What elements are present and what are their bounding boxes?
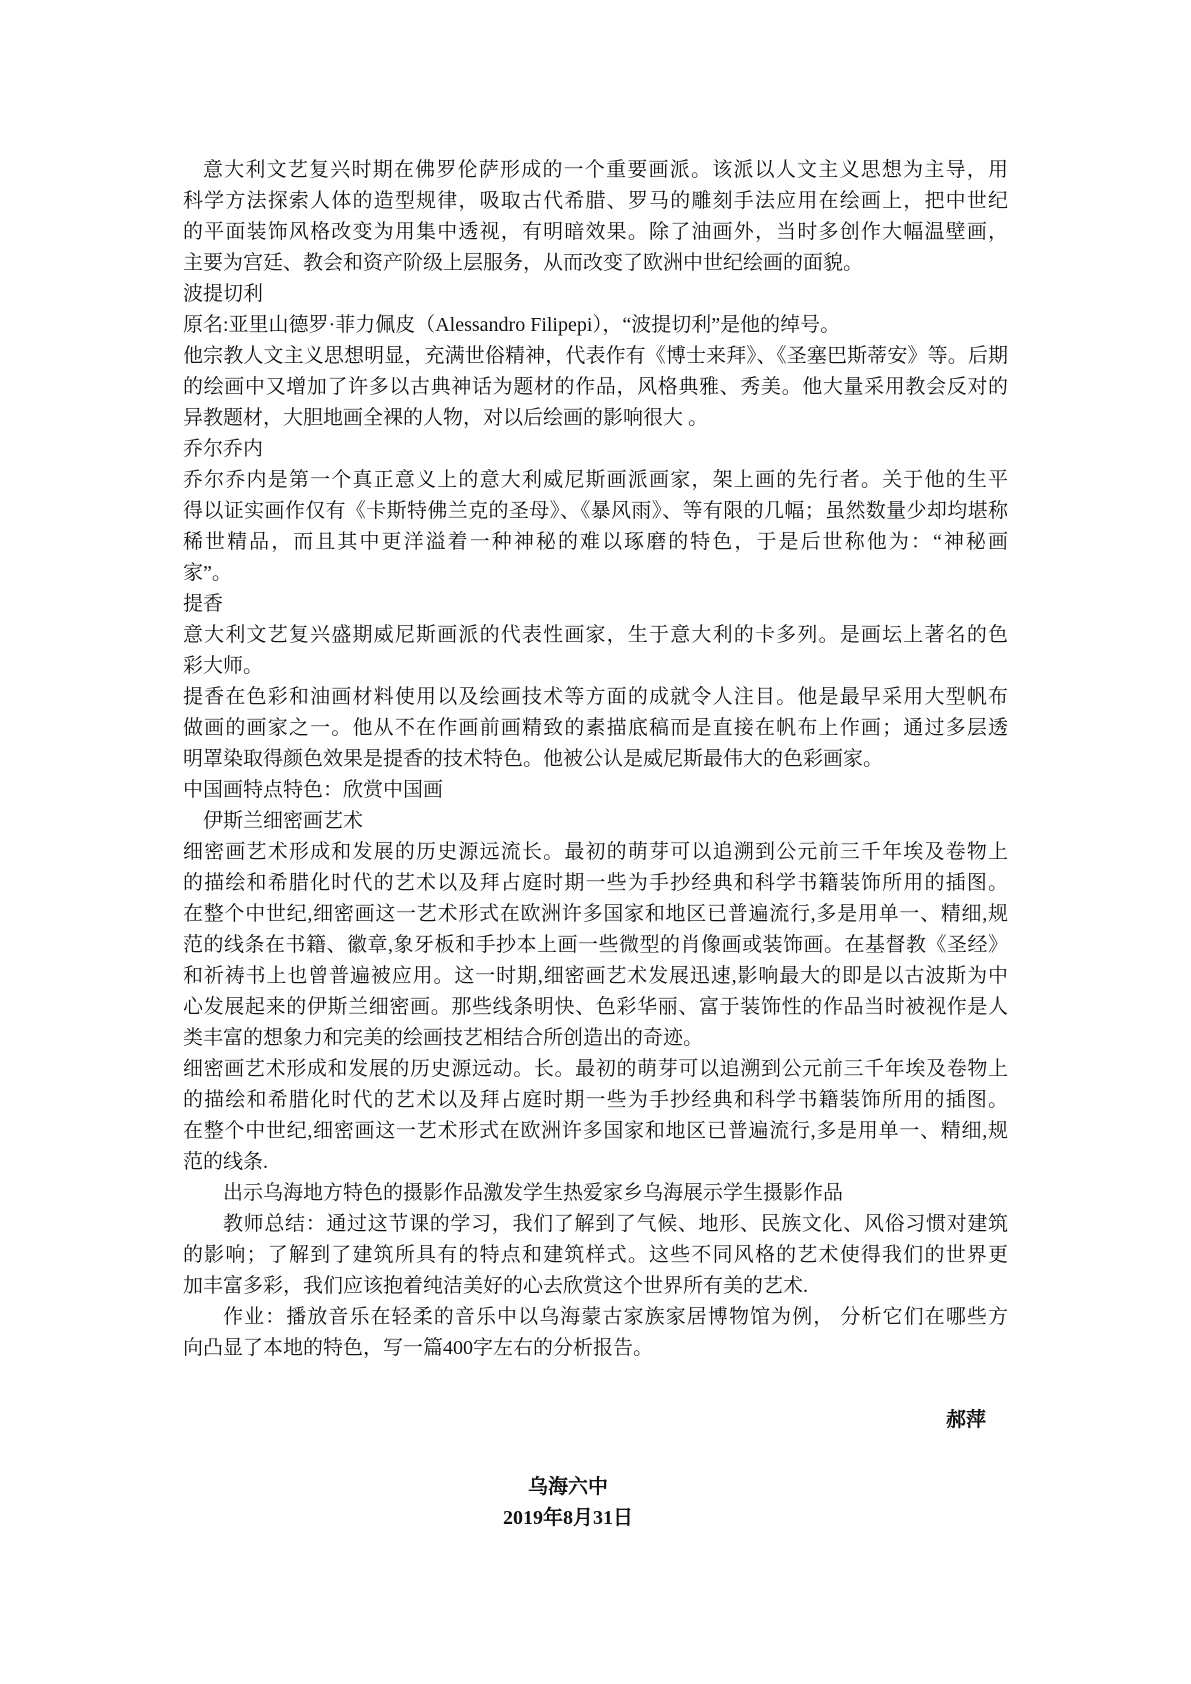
botticelli-original-name: 原名:亚里山德罗·菲力佩皮（Alessandro Filipepi），“波提切利”是他的绰号。 bbox=[183, 314, 841, 336]
titian-achievements-line: 提香在色彩和油画材料使用以及绘画技术等方面的成就令人注目。他是最早采用大型帆布 bbox=[183, 686, 1010, 708]
teacher-summary-line: 的影响；了解到了建筑所具有的特点和建筑样式。这些不同风格的艺术使得我们的世界更 bbox=[183, 1244, 1010, 1266]
homework bbox=[183, 1302, 1008, 1364]
miniature-paragraph-line: 和祈祷书上也曾普遍被应用。这一时期,细密画艺术发展迅速,影响最大的即是以古波斯为中 bbox=[183, 965, 1009, 987]
titian-heading: 提香 bbox=[183, 593, 223, 615]
miniature-paragraph-line: 的描绘和希腊化时代的艺术以及拜占庭时期一些为手抄经典和科学书籍装饰所用的插图。 bbox=[183, 872, 1010, 894]
miniature-paragraph-line: 范的线条. bbox=[183, 1151, 268, 1173]
giorgione-section bbox=[183, 434, 1011, 589]
miniature-paragraph-line: 在整个中世纪,细密画这一艺术形式在欧洲许多国家和地区已普遍流行,多是用单一、精细,规 bbox=[183, 1120, 1009, 1142]
miniature-paragraph-line: 心发展起来的伊斯兰细密画。那些线条明快、色彩华丽、富于装饰性的作品当时被视作是人 bbox=[183, 996, 1009, 1018]
intro-line: 意大利文艺复兴时期在佛罗伦萨形成的一个重要画派。该派以人文主义思想为主导，用 bbox=[203, 159, 1010, 181]
document-body bbox=[183, 155, 1011, 1364]
author-signature: 郝萍 bbox=[946, 1409, 986, 1431]
miniature-paragraph-line: 范的线条在书籍、徽章,象牙板和手抄本上画一些微型的肖像画或装饰画。在基督教《圣经》 bbox=[183, 934, 1009, 956]
miniature-paragraph-line: 类丰富的想象力和完美的绘画技艺相结合所创造出的奇迹。 bbox=[183, 1027, 703, 1049]
miniature-paragraph-line: 细密画艺术形成和发展的历史源远流长。最初的萌芽可以追溯到公元前三千年埃及卷物上 bbox=[183, 841, 1010, 863]
intro-line: 主要为宫廷、教会和资产阶级上层服务，从而改变了欧洲中世纪绘画的面貌。 bbox=[183, 252, 863, 274]
chinese-painting-note: 中国画特点特色：欣赏中国画 bbox=[183, 779, 443, 801]
intro-line: 的平面装饰风格改变为用集中透视，有明暗效果。除了油画外，当时多创作大幅温壁画， bbox=[183, 221, 1010, 243]
school-name: 乌海六中 bbox=[528, 1476, 608, 1498]
botticelli-section bbox=[183, 279, 1008, 434]
teacher-summary bbox=[183, 1209, 1008, 1302]
document-date: 2019年8月31日 bbox=[503, 1507, 633, 1529]
giorgione-description-line: 得以证实画作仅有《卡斯特佛兰克的圣母》、《暴风雨》、等有限的几幅；虽然数量少却均堪称 bbox=[183, 500, 1009, 522]
intro-line: 科学方法探索人体的造型规律，吸取古代希腊、罗马的雕刻手法应用在绘画上，把中世纪 bbox=[183, 190, 1010, 212]
miniature-paragraph-line: 细密画艺术形成和发展的历史源远动。长。最初的萌芽可以追溯到公元前三千年埃及卷物上 bbox=[183, 1058, 1009, 1080]
titian-intro-line: 意大利文艺复兴盛期威尼斯画派的代表性画家，生于意大利的卡多列。是画坛上著名的色 bbox=[183, 624, 1010, 646]
islamic-miniature-section bbox=[183, 806, 1008, 1178]
giorgione-heading: 乔尔乔内 bbox=[183, 438, 263, 460]
botticelli-description-line: 异教题材，大胆地画全裸的人物，对以后绘画的影响很大 。 bbox=[183, 407, 708, 429]
florentine-school-intro bbox=[183, 155, 1008, 279]
miniature-paragraph-line: 的描绘和希腊化时代的艺术以及拜占庭时期一些为手抄经典和科学书籍装饰所用的插图。 bbox=[183, 1089, 1010, 1111]
teacher-summary-line: 教师总结：通过这节课的学习，我们了解到了气候、地形、民族文化、风俗习惯对建筑 bbox=[223, 1213, 1009, 1235]
giorgione-description-line: 家”。 bbox=[183, 562, 232, 584]
photography-activity: 出示乌海地方特色的摄影作品激发学生热爱家乡乌海展示学生摄影作品 bbox=[223, 1182, 843, 1204]
botticelli-description-line: 他宗教人文主义思想明显，充满世俗精神，代表作有《博士来拜》、《圣塞巴斯蒂安》等。后期 bbox=[183, 345, 1009, 367]
miniature-paragraph-line: 在整个中世纪,细密画这一艺术形式在欧洲许多国家和地区已普遍流行,多是用单一、精细,规 bbox=[183, 903, 1009, 925]
titian-achievements-line: 明罩染取得颜色效果是提香的技术特色。他被公认是威尼斯最伟大的色彩画家。 bbox=[183, 748, 883, 770]
teacher-summary-line: 加丰富多彩，我们应该抱着纯洁美好的心去欣赏这个世界所有美的艺术. bbox=[183, 1275, 808, 1297]
homework-line: 向凸显了本地的特色，写一篇400字左右的分析报告。 bbox=[183, 1337, 653, 1359]
titian-section bbox=[183, 589, 1008, 775]
titian-achievements-line: 做画的画家之一。他从不在作画前画精致的素描底稿而是直接在帆布上作画；通过多层透 bbox=[183, 717, 1010, 739]
titian-intro-line: 彩大师。 bbox=[183, 655, 263, 677]
botticelli-heading: 波提切利 bbox=[183, 283, 263, 305]
botticelli-description-line: 的绘画中又增加了许多以古典神话为题材的作品，风格典雅、秀美。他大量采用教会反对的 bbox=[183, 376, 1009, 398]
homework-line: 作业：播放音乐在轻柔的音乐中以乌海蒙古家族家居博物馆为例， 分析它们在哪些方 bbox=[223, 1306, 1010, 1328]
islamic-miniature-heading: 伊斯兰细密画艺术 bbox=[203, 810, 363, 832]
giorgione-description-line: 稀世精品，而且其中更洋溢着一种神秘的难以琢磨的特色，于是后世称他为：“神秘画 bbox=[183, 531, 1011, 553]
giorgione-description-line: 乔尔乔内是第一个真正意义上的意大利威尼斯画派画家，架上画的先行者。关于他的生平 bbox=[183, 469, 1010, 491]
